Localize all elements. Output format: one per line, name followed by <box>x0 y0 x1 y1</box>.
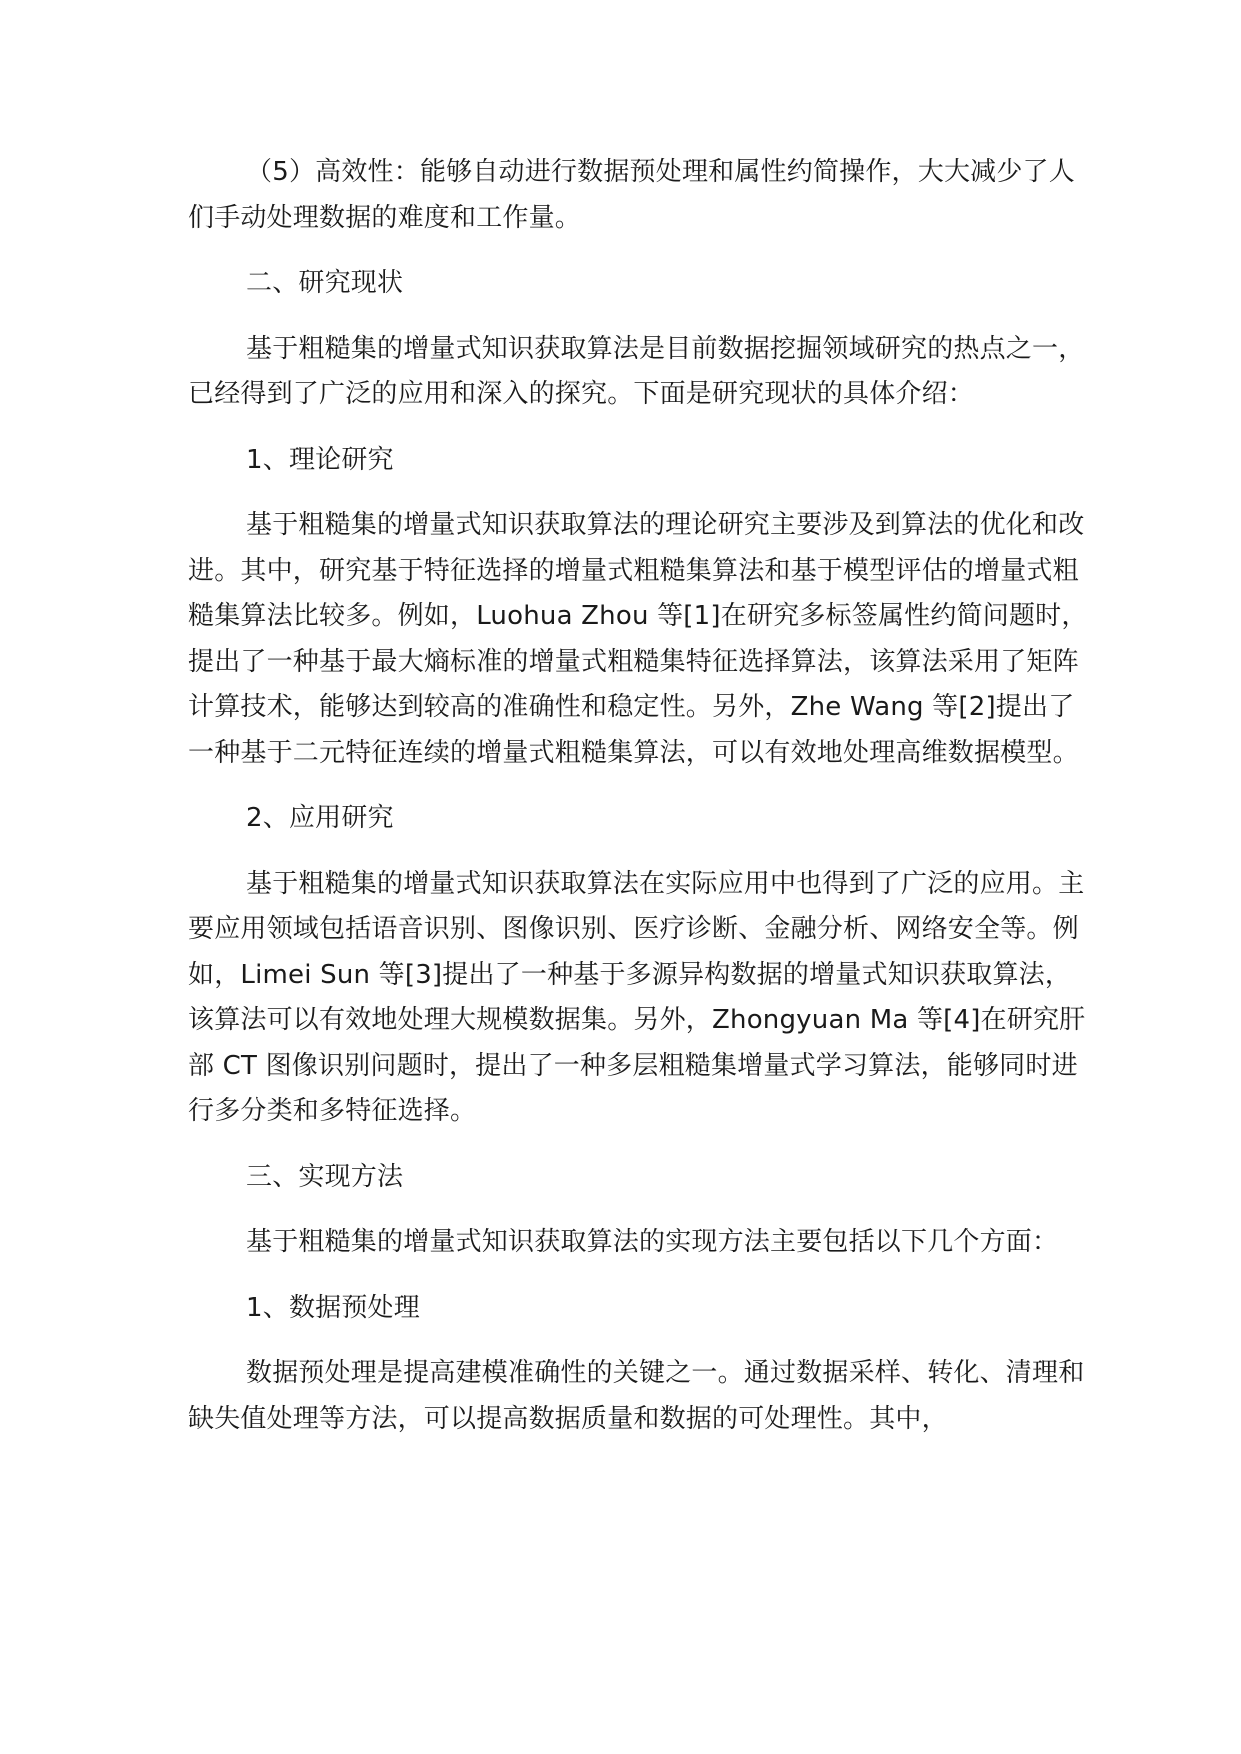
paragraph-implementation-intro: 基于粗糙集的增量式知识获取算法的实现方法主要包括以下几个方面： <box>246 1227 1059 1257</box>
section-heading-implementation: 三、实现方法 <box>246 1161 404 1192</box>
paragraph-research-intro: 基于粗糙集的增量式知识获取算法是目前数据挖掘领域研究的热点之一，已经得到了广泛的应用和深入的探究。下面是研究现状的具体介绍： <box>188 333 1085 409</box>
paragraph-efficiency: （5）高效性：能够自动进行数据预处理和属性约简操作，大大减少了人们手动处理数据的难度和工作量。 <box>188 157 1075 233</box>
subheading-theory-research: 1、理论研究 <box>246 444 394 475</box>
paragraph-theory-research: 基于粗糙集的增量式知识获取算法的理论研究主要涉及到算法的优化和改进。其中，研究基于特征选择的增量式粗糙集算法和基于模型评估的增量式粗糙集算法比较多。例如，Luohua Zhou 等[1]在研究多标签属性约简问题时，提出了一种基于最大熵标准的增量式粗糙集特征选择算法，该算法采用了矩阵计算技术，能够达到较高的准确性和稳定性。另外，Zhe Wang 等[2]提出了一种基于二元特征连续的增量式粗糙集算法，可以有效地处理高维数据模型。 <box>188 510 1088 768</box>
document-page <box>188 150 1088 1442</box>
subheading-application-research: 2、应用研究 <box>246 803 394 833</box>
paragraph-data-preprocessing: 数据预处理是提高建模准确性的关键之一。通过数据采样、转化、清理和缺失值处理等方法，可以提高数据质量和数据的可处理性。其中， <box>188 1358 1085 1434</box>
paragraph-application-research: 基于粗糙集的增量式知识获取算法在实际应用中也得到了广泛的应用。主要应用领域包括语音识别、图像识别、医疗诊断、金融分析、网络安全等。例如，Limei Sun 等[3]提出了一种基于多源异构数据的增量式知识获取算法，该算法可以有效地处理大规模数据集。另外，Zhongyuan Ma 等[4]在研究肝部 CT 图像识别问题时，提出了一种多层粗糙集增量式学习算法，能够同时进行多分类和多特征选择。 <box>188 868 1086 1126</box>
section-heading-research-status: 二、研究现状 <box>246 268 404 298</box>
subheading-data-preprocessing: 1、数据预处理 <box>246 1292 420 1323</box>
